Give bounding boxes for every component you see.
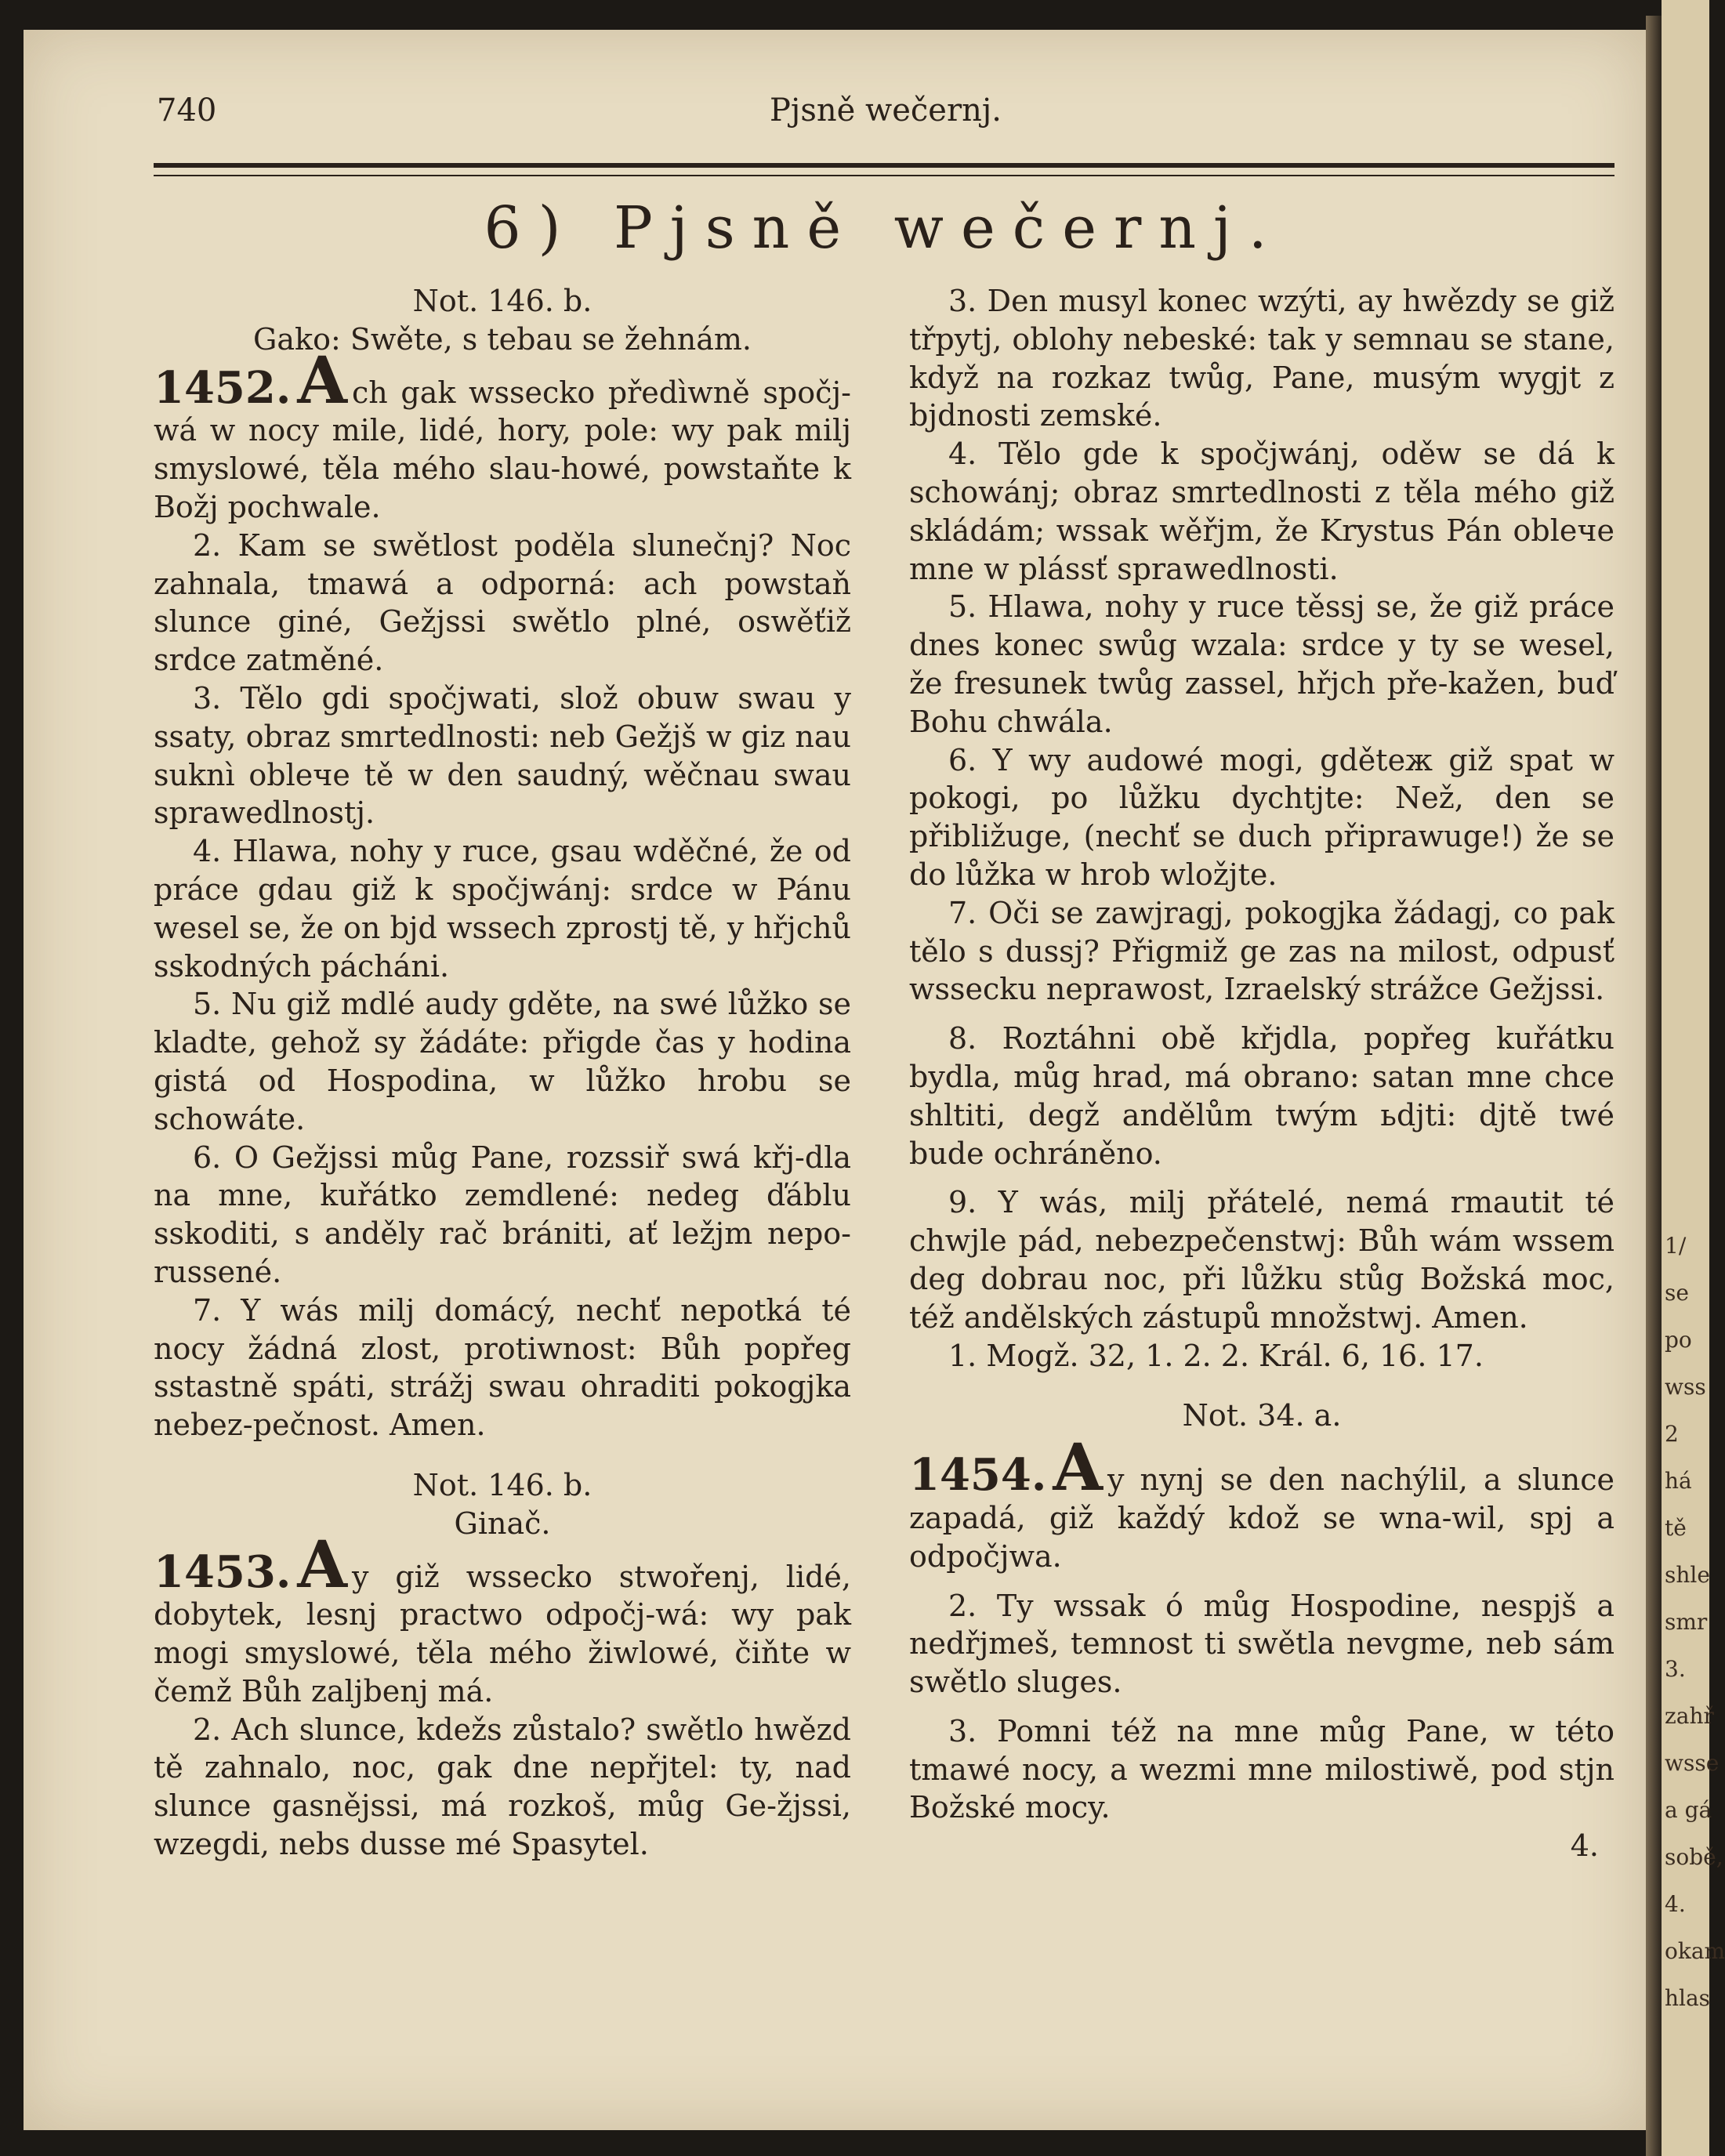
hymn-1452-verse-r7: 7. Oči se zawjragj, pokogjka žádagj, co pak tělo s dussj? Přigmiž ge zas na milost, odpusť wssecku neprawost, Izraelský strážce Gežjssi.	[909, 895, 1614, 1007]
hymn-1452-verse-r8: 8. Roztáhni obě křjdla, popřeg kuřátku bydla, můg hrad, má obrano: satan mne chce shltiti, degž andělům twým ьdjti: djtě twé bude ochráněno.	[909, 1021, 1614, 1171]
hymn-1453-alt: Ginač.	[454, 1506, 551, 1541]
hymn-1452-verse-3: 3. Tělo gdi spočjwati, slož obuw swau y ssaty, obraz smrtedlnosti: neb Gežjš w giz nau suknì oblече tě w den saudný, wěčnau swau sprawedlnostj.	[154, 680, 851, 831]
verse-text: ch gak wsseckо předìwně spočj-wá w nocy mile, lidé, hory, pole: wy pak milj smyslowé, těla mého slau-howé, powstaňte k Božj pochwale.	[154, 375, 851, 524]
drop-initial: A	[297, 1527, 347, 1603]
edge-line: 3.	[1665, 1656, 1686, 1682]
facing-page-text	[1662, 0, 1725, 2022]
edge-line: se	[1665, 1280, 1689, 1306]
edge-line: shle	[1665, 1562, 1710, 1588]
catchword: 4.	[1570, 1828, 1599, 1864]
running-head	[157, 92, 1614, 140]
hymn-1452-verse-r5: 5. Hlawa, nohy y ruce těssj se, že giž práce dnes konec swůg wzala: srdce y ty se wesel, že fresunek twůg zassel, hřjch pře-kažen, buď Bohu chwála.	[909, 589, 1614, 739]
hymn-1452-verse-2: 2. Kam se swětlost poděla slunečnj? Noc zahnala, tmawá a odporná: ach powstaň slunce giné, Gežjssi swětlo plné, oswěťiž srdce zatměné.	[154, 527, 851, 678]
edge-line: 1/	[1665, 1233, 1687, 1259]
hymn-1452-melody: Gako: Swěte, s tebau se žehnám.	[253, 321, 752, 357]
edge-line: sobě,	[1665, 1844, 1723, 1870]
verse-text: y giž wssecko stwořenj, lidé, dobytek, lesnj practwo odpočj-wá: wy pak mogi smyslowé, těla mého žiwlowé, čiňte w čemž Bůh zaljbenj má.	[154, 1559, 851, 1708]
edge-line: po	[1665, 1327, 1692, 1353]
edge-line: okam	[1665, 1938, 1725, 1964]
hymn-1454-verse-1	[909, 1430, 1614, 1575]
edge-line: 2	[1665, 1421, 1679, 1447]
hymn-1452-verse-r6: 6. Y wy audowé mogi, gděteж giž spat w pokogi, po lůžku dychtjte: Než, den se přibližuge, (nechť se duch připrawuge!) že se do lůžka w hrob wložjte.	[909, 742, 1614, 892]
hymn-number: 1452.	[154, 361, 292, 414]
hymn-number: 1453.	[154, 1545, 292, 1598]
scripture-references: 1. Mogž. 32, 1. 2. 2. Král. 6, 16. 17.	[948, 1338, 1484, 1373]
book-spine	[1646, 16, 1662, 2156]
hymn-1454-nota: Not. 34. a.	[1182, 1398, 1342, 1433]
hymn-1453-verse-2: 2. Ach slunce, kdežs zůstalo? swětlo hwězd tě zahnalo, noc, gak dne nepřjtel: ty, nad slunce gasnějssi, má rozkoš, můg Ge-žjssi, wzegdi, nebs dusse mé Spasytel.	[154, 1712, 851, 1862]
edge-line: smr	[1665, 1609, 1708, 1635]
hymn-1454-verse-2: 2. Ty wssak ó můg Hospodine, nespjš a nedřjmeš, temnost ti swětla nevgme, neb sám swětlo sluges.	[909, 1588, 1614, 1700]
edge-line: hlas	[1665, 1985, 1711, 2011]
edge-line: wsse	[1665, 1750, 1720, 1776]
hymn-1452-verse-7: 7. Y wás milj domácý, nechť nepotká té nocy žádná zlost, protiwnost: Bůh popřeg sstastně spáti, strážj swau ohraditi pokogjka nebez-pečnost. Amen.	[154, 1292, 851, 1443]
edge-line: wss	[1665, 1374, 1706, 1400]
hymn-1452-verse-1	[154, 342, 851, 527]
hymn-number: 1454.	[909, 1449, 1047, 1502]
edge-line: há	[1665, 1468, 1692, 1494]
left-column	[154, 282, 851, 1864]
verse-text: y nynj se den nachýlil, a slunce zapadá, giž každý kdož se wna-wil, spj a odpočjwa.	[909, 1462, 1614, 1574]
facing-page-edge	[1662, 0, 1725, 2156]
drop-initial: A	[297, 342, 347, 419]
page-number: 740	[157, 92, 217, 129]
hymn-1453-nota: Not. 146. b.	[412, 1467, 593, 1502]
header-rule	[154, 163, 1614, 176]
edge-line: tě	[1665, 1515, 1687, 1541]
drop-initial: A	[1053, 1430, 1103, 1506]
hymn-1452-verse-4: 4. Hlawa, nohy y ruce, gsau wděčné, že od práce gdau giž k spočjwánj: srdce w Pánu wesel se, že on bjd wssech zprostj tě, y hřjchů sskodných pácháni.	[154, 834, 851, 984]
edge-line: a gá	[1665, 1797, 1712, 1823]
edge-line: zahř	[1665, 1703, 1714, 1729]
hymn-1454-verse-3: 3. Pomni též na mne můg Pane, w této tmawé nocy, a wezmi mne milostiwě, pod stjn Božské mocy.	[909, 1713, 1614, 1825]
hymn-1452-verse-5: 5. Nu giž mdlé audy gděte, na swé lůžko se kladte, gehož sy žádáte: přigde čas y hodina gistá od Hospodina, w lůžko hrobu se schowáte.	[154, 987, 851, 1136]
hymn-1452-nota: Not. 146. b.	[412, 284, 593, 318]
edge-line: 4.	[1665, 1891, 1686, 1917]
hymn-1452-verse-r4: 4. Tělo gde k spočjwánj, oděw se dá k schowánj; obraz smrtedlnosti z těla mého giž skládám; wssak wěřjm, že Krystus Pán oblече mne w plássť sprawedlnosti.	[909, 437, 1614, 586]
right-column	[909, 282, 1614, 1865]
hymn-1452-verse-r9: 9. Y wás, milj přátelé, nemá rmautit té chwjle pád, nebezpečenstwj: Bůh wám wssem deg dobrau noc, při lůžku stůg Božská moc, též andělských zástupů množstwj. Amen.	[909, 1185, 1614, 1335]
running-title: Pjsně wečernj.	[770, 92, 1002, 129]
hymn-1452-verse-r3: 3. Den musyl konec wzýti, ay hwězdy se giž třpytj, oblohy nebeské: tak y semnau se stane, když na rozkaz twůg, Pane, musým wygjt z bjdnosti zemské.	[909, 284, 1614, 433]
hymn-1452-verse-6: 6. O Gežjssi můg Pane, rozssiř swá křj-dla na mne, kuřátko zemdlené: nedeg ďáblu sskoditi, s anděly rač brániti, ať ležjm nepo-russené.	[154, 1140, 851, 1289]
hymn-1453-verse-1	[154, 1527, 851, 1711]
section-title: 6) Pjsně wečernj.	[484, 194, 1285, 262]
